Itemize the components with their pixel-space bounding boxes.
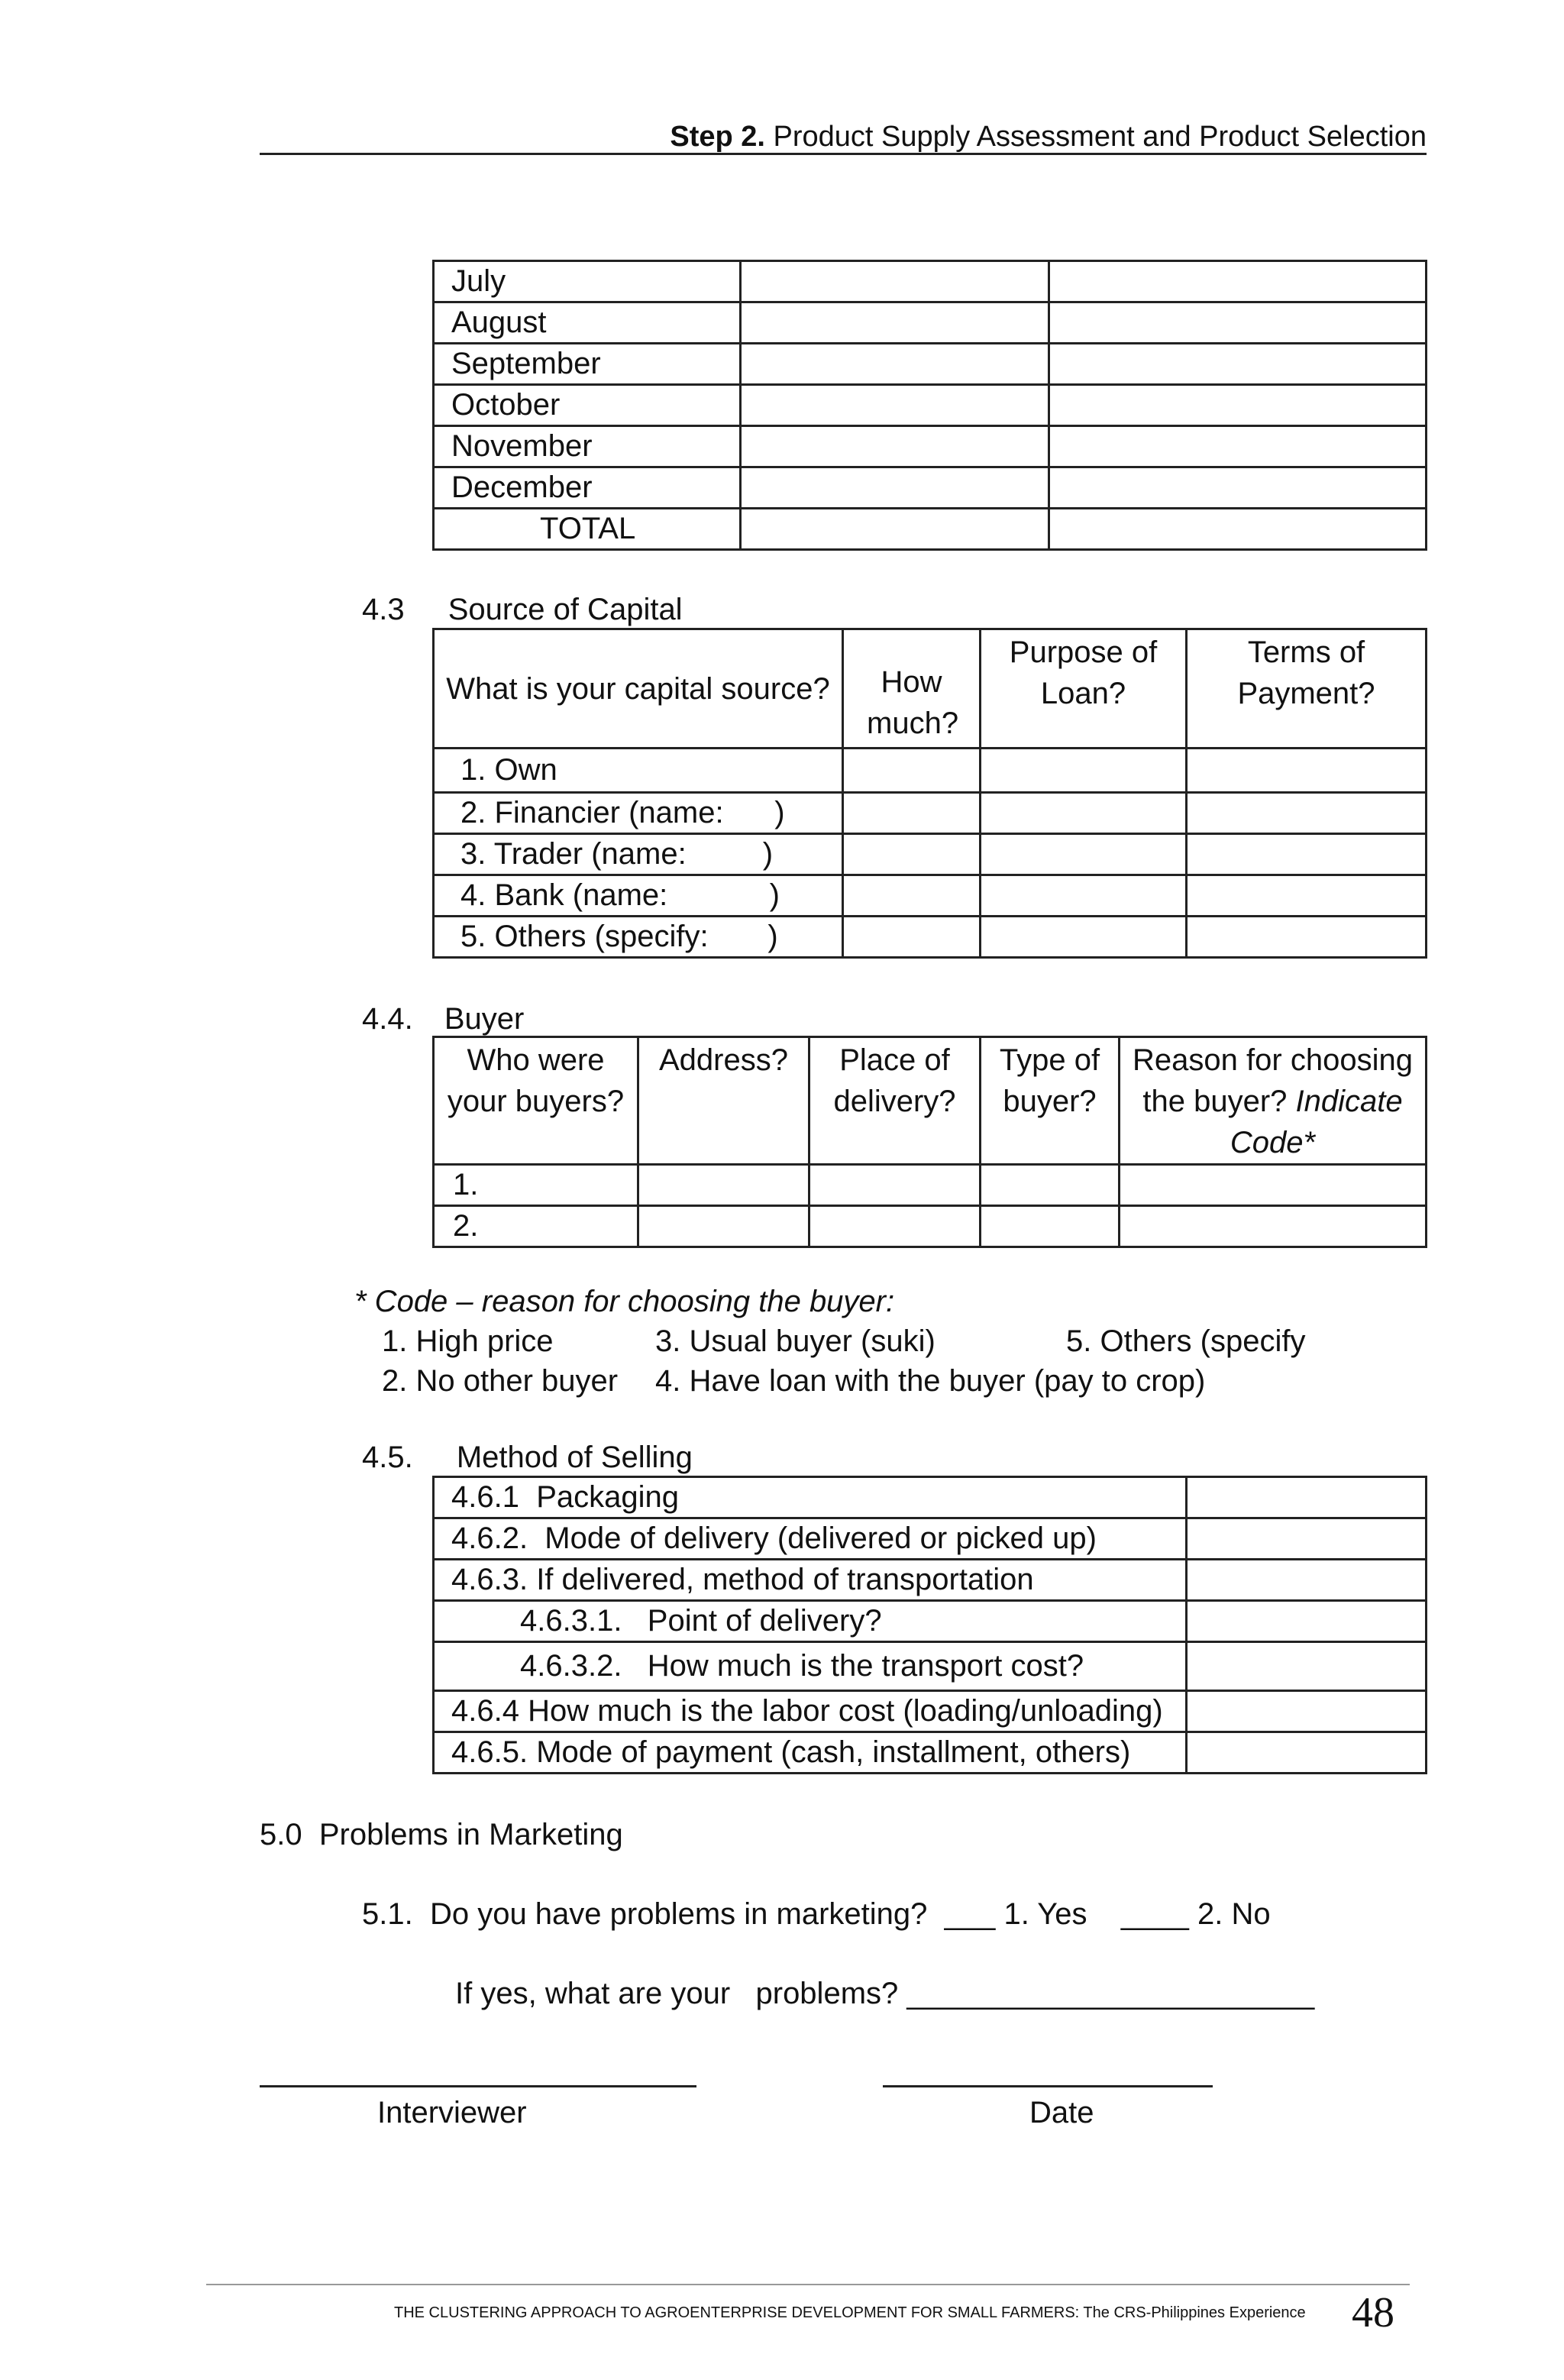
buyer-section-heading [362, 1004, 524, 1034]
buyer-header-type: Type of buyer? [981, 1037, 1120, 1165]
interviewer-label: Interviewer [377, 2096, 527, 2129]
interviewer-signature-line [260, 2085, 696, 2087]
selling-title: Method of Selling [456, 1441, 693, 1474]
buyer-header-address: Address? [638, 1037, 809, 1165]
month-cell: December [434, 467, 741, 509]
code-item: 1. High price [382, 1324, 554, 1358]
capital-header-terms: Terms of Payment? [1187, 629, 1427, 749]
capital-title: Source of Capital [448, 593, 683, 626]
problems-followup: If yes, what are your problems? ________________________ [455, 1977, 1315, 2010]
footer-book-title: THE CLUSTERING APPROACH TO AGROENTERPRISE DEVELOPMENT FOR SMALL FARMERS: The CRS-Philippines Experience [394, 2304, 1306, 2321]
selling-row-label: 4.6.5. Mode of payment (cash, installment, others) [434, 1732, 1187, 1774]
months-table [432, 260, 1427, 551]
code-item: 5. Others (specify [1066, 1324, 1306, 1358]
capital-row-label: 2. Financier (name: ) [434, 793, 843, 834]
buyer-header-reason-text: Reason for choosing the buyer? [1133, 1043, 1413, 1118]
month-cell: August [434, 302, 741, 344]
capital-row-label: 4. Bank (name: ) [434, 875, 843, 917]
month-cell: November [434, 426, 741, 467]
code-item: 3. Usual buyer (suki) [655, 1324, 935, 1358]
date-label: Date [1029, 2096, 1094, 2129]
buyer-header-reason [1120, 1037, 1427, 1165]
capital-row-label: 1. Own [434, 749, 843, 793]
selling-row-label: 4.6.3.1. Point of delivery? [434, 1601, 1187, 1642]
total-cell: TOTAL [434, 509, 741, 550]
buyer-row-label: 2. [434, 1206, 638, 1247]
capital-number: 4.3 [362, 593, 405, 626]
problems-question: 5.1. Do you have problems in marketing? ___ 1. Yes ____ 2. No [362, 1897, 1271, 1931]
buyer-number: 4.4. [362, 1002, 413, 1036]
date-signature-line [883, 2085, 1213, 2087]
problems-heading: 5.0 Problems in Marketing [260, 1818, 623, 1851]
header-rule [260, 153, 1427, 155]
capital-table [432, 628, 1427, 959]
month-cell: October [434, 385, 741, 426]
selling-row-label: 4.6.3. If delivered, method of transportation [434, 1560, 1187, 1601]
month-cell: September [434, 344, 741, 385]
buyer-table [432, 1036, 1427, 1248]
capital-row-label: 5. Others (specify: ) [434, 917, 843, 958]
selling-number: 4.5. [362, 1441, 413, 1474]
capital-header-amount: How much? [843, 629, 981, 749]
buyer-title: Buyer [444, 1002, 525, 1036]
header-title: Product Supply Assessment and Product Selection [773, 121, 1427, 153]
selling-row-label: 4.6.4 How much is the labor cost (loading/unloading) [434, 1691, 1187, 1732]
buyer-header-reason-code: Indicate Code* [1230, 1085, 1403, 1159]
capital-header-purpose: Purpose of Loan? [981, 629, 1187, 749]
buyer-header-place: Place of delivery? [809, 1037, 981, 1165]
code-legend-title: * Code – reason for choosing the buyer: [354, 1285, 895, 1318]
code-item: 4. Have loan with the buyer (pay to crop) [655, 1364, 1206, 1398]
page-header [670, 122, 1427, 151]
header-step-label: Step 2. [670, 121, 765, 153]
code-item: 2. No other buyer [382, 1364, 619, 1398]
selling-row-label: 4.6.2. Mode of delivery (delivered or picked up) [434, 1518, 1187, 1560]
selling-row-label: 4.6.1 Packaging [434, 1477, 1187, 1518]
footer-rule [206, 2284, 1410, 2285]
capital-section-heading [362, 594, 683, 625]
capital-header-source: What is your capital source? [434, 629, 843, 749]
buyer-header-who: Who were your buyers? [434, 1037, 638, 1165]
selling-table [432, 1476, 1427, 1774]
capital-row-label: 3. Trader (name: ) [434, 834, 843, 875]
buyer-row-label: 1. [434, 1165, 638, 1206]
month-cell: July [434, 261, 741, 302]
selling-row-label: 4.6.3.2. How much is the transport cost? [434, 1642, 1187, 1691]
selling-section-heading [362, 1442, 693, 1473]
footer-page-number: 48 [1352, 2289, 1394, 2336]
